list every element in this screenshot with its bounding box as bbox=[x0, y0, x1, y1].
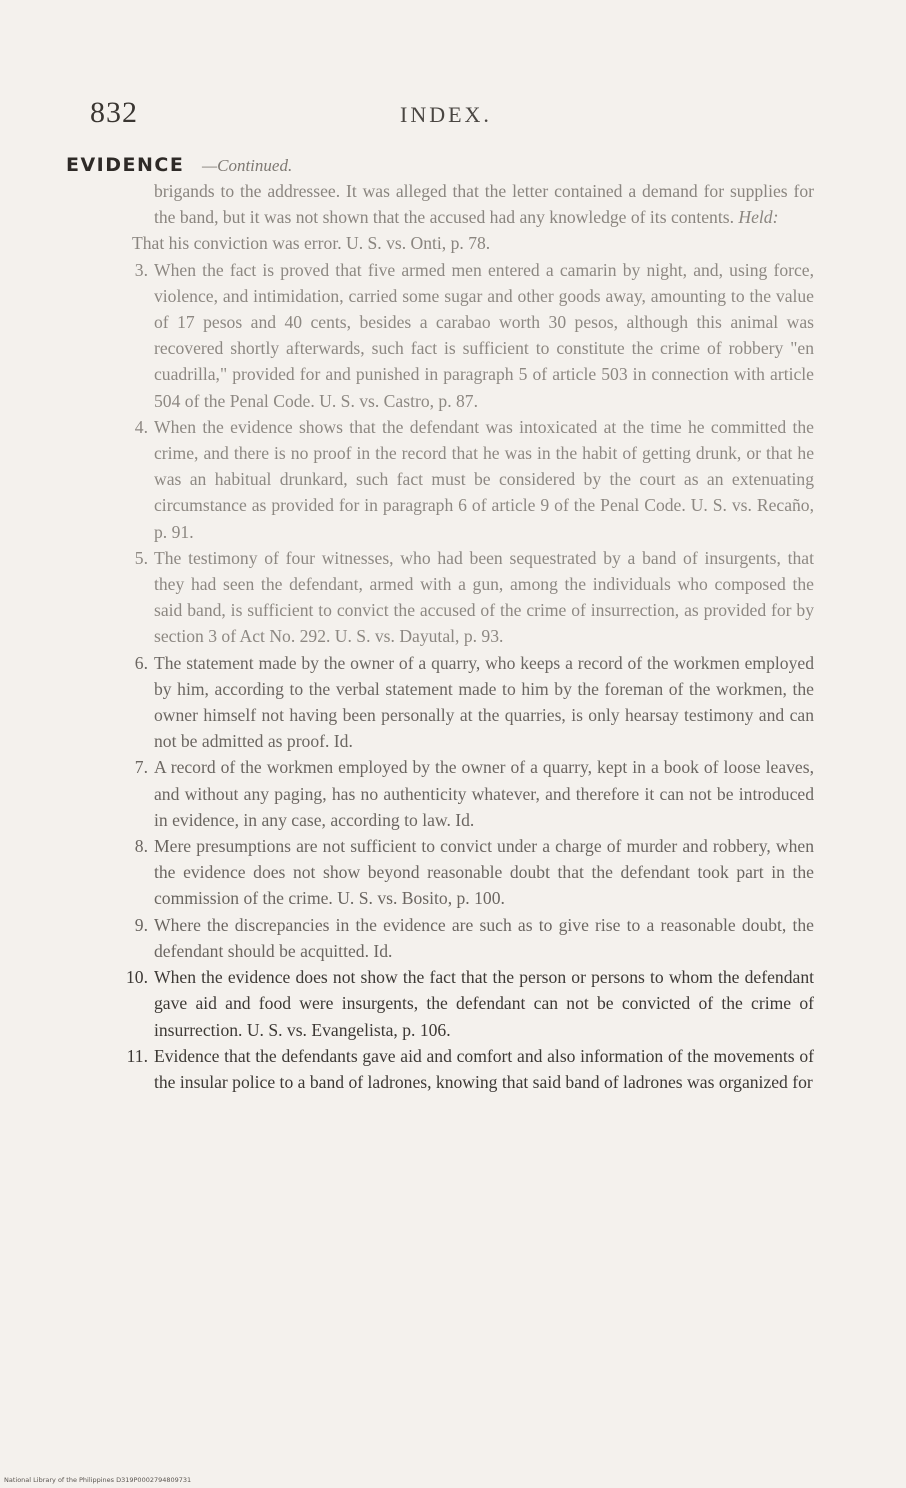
continuation-holding: That his conviction was error. U. S. vs. Onti, p. 78. bbox=[132, 233, 491, 254]
entry-text: The statement made by the owner of a quarry, who keeps a record of the workmen employed by him, according to the verbal statement made to him by the foreman of the workmen, the owner himself not having been personally at the quarries, is only hearsay testimony and can not be admitted as proof. Id. bbox=[154, 652, 814, 752]
entry-9 bbox=[102, 912, 814, 964]
entry-number: 8. bbox=[134, 836, 148, 857]
entry-8 bbox=[102, 833, 814, 912]
continuation-paragraph bbox=[132, 178, 814, 257]
entry-7 bbox=[102, 754, 814, 833]
entry-text: Where the discrepancies in the evidence are such as to give rise to a reasonable doubt, the defendant should be acquitted. Id. bbox=[154, 914, 814, 961]
continuation-text: brigands to the addressee. It was alleged that the letter contained a demand for supplies for the band, but it was not shown that the accused had any knowledge of its contents. bbox=[154, 181, 814, 228]
running-head: INDEX. bbox=[400, 102, 492, 127]
entry-number: 5. bbox=[134, 547, 148, 568]
entry-number: 6. bbox=[134, 652, 148, 673]
entry-4 bbox=[102, 414, 814, 545]
index-body bbox=[102, 178, 814, 1095]
entry-text: A record of the workmen employed by the owner of a quarry, kept in a book of loose leaves, and without any paging, has no authenticity whatever, and therefore it can not be introduced in evidence, in any case, according to law. Id. bbox=[154, 757, 814, 830]
entry-text: When the evidence does not show the fact that the person or persons to whom the defendant gave aid and food were insurgents, the defendant can not be convicted of the crime of insurrection. U. S. vs. Evangelista, p. 106. bbox=[154, 967, 814, 1040]
entry-5 bbox=[102, 545, 814, 650]
entry-list bbox=[102, 257, 814, 1096]
scan-footer-credit: National Library of the Philippines D319P0002794809731 bbox=[4, 1476, 192, 1484]
entry-text: When the fact is proved that five armed men entered a camarin by night, and, using force, violence, and intimidation, carried some sugar and other goods away, amounting to the value of 17 pesos and 40 cents, besides a carabao worth 30 pesos, although this animal was recovered shortly afterwards, such fact is sufficient to constitute the crime of robbery "en cuadrilla," provided for and punished in paragraph 5 of article 503 in connection with article 504 of the Penal Code. U. S. vs. Castro, p. 87. bbox=[154, 259, 814, 411]
entry-number: 11. bbox=[126, 1045, 148, 1066]
entry-10 bbox=[102, 964, 814, 1043]
entry-number: 3. bbox=[134, 259, 148, 280]
entry-text: When the evidence shows that the defendant was intoxicated at the time he committed the crime, and there is no proof in the record that he was in the habit of getting drunk, or that he was an habitual drunkard, such fact must be considered by the court as an extenuating circumstance as provided for in paragraph 6 of article 9 of the Penal Code. U. S. vs. Recaño, p. 91. bbox=[154, 416, 814, 542]
entry-11 bbox=[102, 1043, 814, 1095]
entry-number: 7. bbox=[134, 757, 148, 778]
entry-number: 4. bbox=[134, 416, 148, 437]
page-number: 832 bbox=[90, 96, 138, 129]
held-label: Held: bbox=[738, 207, 779, 228]
entry-number: 9. bbox=[134, 914, 148, 935]
entry-text: The testimony of four witnesses, who had been sequestrated by a band of insurgents, that they had seen the defendant, armed with a gun, among the individuals who composed the said band, is sufficient to convict the accused of the crime of insurrection, as provided for by section 3 of Act No. 292. U. S. vs. Dayutal, p. 93. bbox=[154, 547, 814, 647]
entry-number: 10. bbox=[126, 967, 148, 988]
section-heading: EVIDENCE bbox=[66, 154, 185, 176]
section-continued-label: —Continued. bbox=[202, 156, 293, 175]
entry-text: Evidence that the defendants gave aid and comfort and also information of the movements of the insular police to a band of ladrones, knowing that said band of ladrones was organized for bbox=[154, 1045, 814, 1092]
entry-text: Mere presumptions are not sufficient to convict under a charge of murder and robbery, when the evidence does not show beyond reasonable doubt that the defendant took part in the commission of the crime. U. S. vs. Bosito, p. 100. bbox=[154, 836, 814, 909]
entry-3 bbox=[102, 257, 814, 414]
entry-6 bbox=[102, 650, 814, 755]
